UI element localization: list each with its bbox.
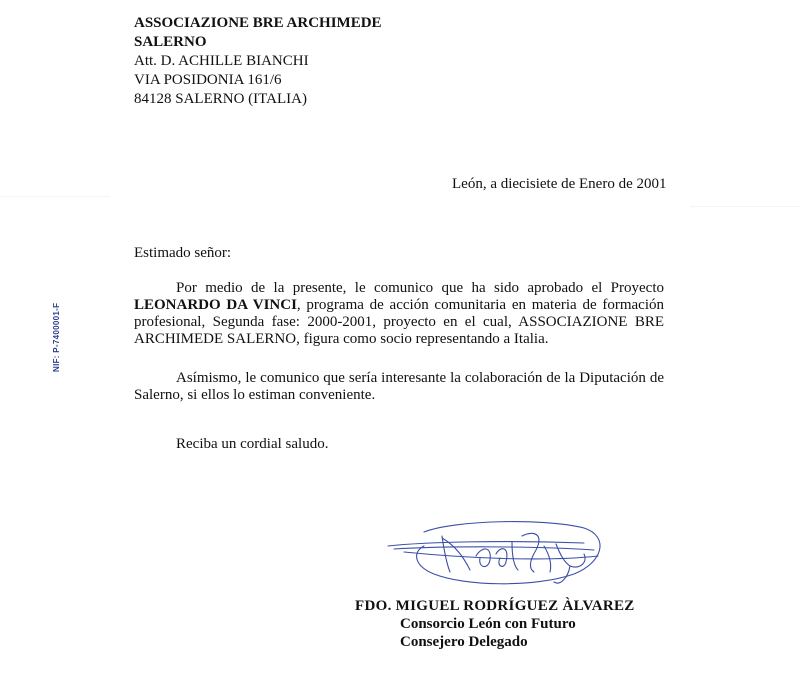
recipient-city: SALERNO <box>134 34 207 50</box>
paragraph-1-rest: , programa de acción comunitaria en materia de formación profesional, Segunda fase: 2000-2001, proyecto en el cual, ASSOCIAZIONE BRE ARCHIMEDE SALERNO, figura como socio representando a Italia. <box>134 297 664 347</box>
side-nif-code: NIF: P-7400001-F <box>52 302 61 372</box>
scan-artifact-line <box>0 196 110 197</box>
recipient-attention: Att. D. ACHILLE BIANCHI <box>134 53 309 69</box>
body-paragraph-1 <box>134 280 664 348</box>
body-paragraph-2 <box>134 370 664 404</box>
letter-date: León, a diecisiete de Enero de 2001 <box>452 176 667 192</box>
signer-name: FDO. MIGUEL RODRÍGUEZ ÀLVAREZ <box>355 598 635 614</box>
recipient-address <box>134 14 382 109</box>
paragraph-1-intro: Por medio de la presente, le comunico que ha sido aprobado el Proyecto <box>176 280 664 296</box>
salutation: Estimado señor: <box>134 245 232 261</box>
handwritten-signature <box>384 516 614 598</box>
scan-artifact-line <box>690 206 800 207</box>
recipient-name: ASSOCIAZIONE BRE ARCHIMEDE <box>134 15 382 31</box>
project-name: LEONARDO DA VINCI <box>134 297 297 313</box>
recipient-postal: 84128 SALERNO (ITALIA) <box>134 91 307 107</box>
signer-organization: Consorcio León con Futuro <box>400 616 576 632</box>
closing-greeting: Reciba un cordial saludo. <box>176 436 329 452</box>
paragraph-2-text: Asímismo, le comunico que sería interesante la colaboración de la Diputación de Salerno, si ellos lo estiman conveniente. <box>134 370 664 403</box>
recipient-street: VIA POSIDONIA 161/6 <box>134 72 282 88</box>
signer-role: Consejero Delegado <box>400 634 528 650</box>
